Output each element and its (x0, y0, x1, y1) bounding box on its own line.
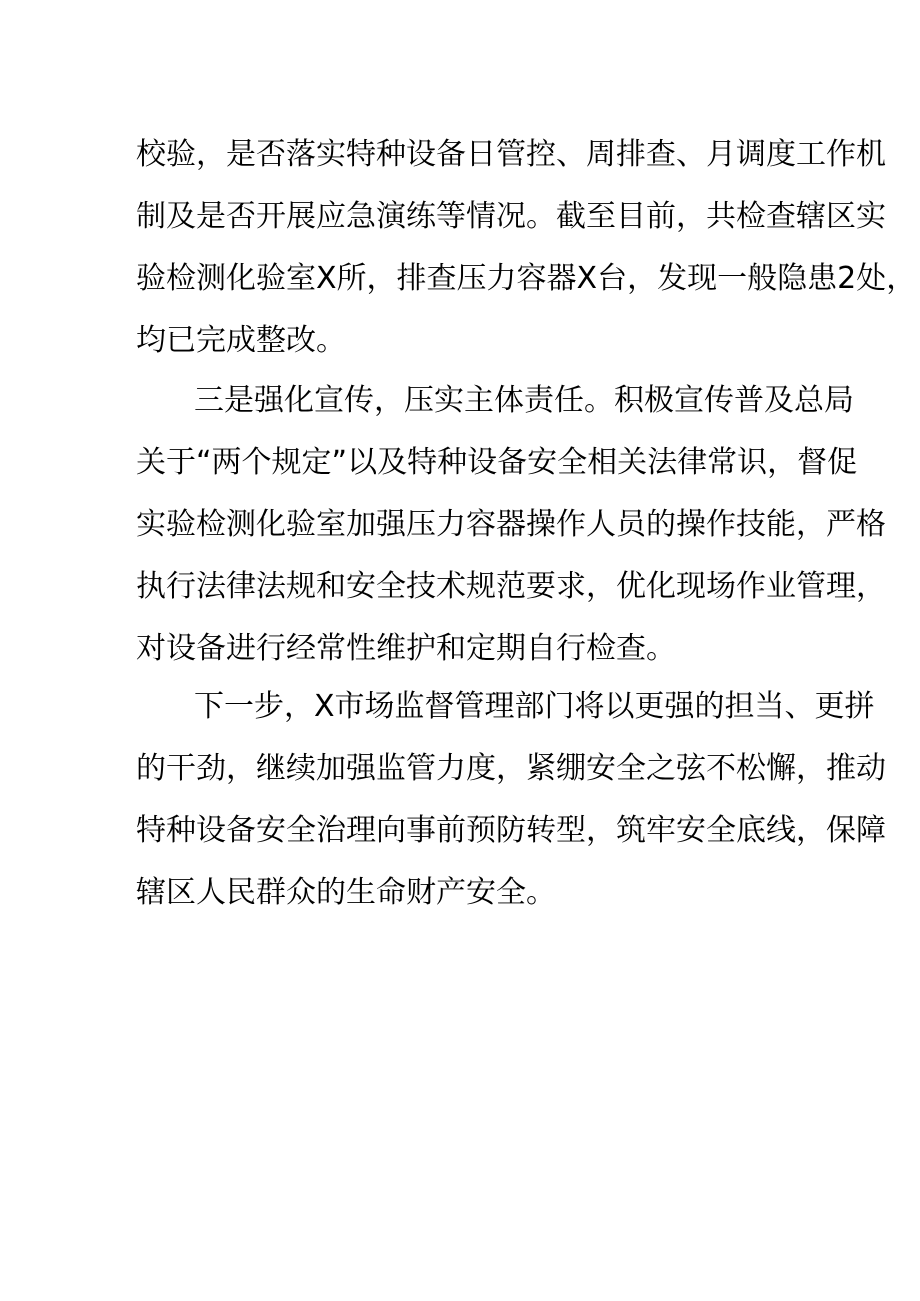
text-line: 下一步，X市场监督管理部门将以更强的担当、更拼 (194, 689, 875, 724)
paragraph-next-steps (136, 676, 886, 924)
text-line: 关于“两个规定”以及特种设备安全相关法律常识，督促 (136, 445, 858, 480)
text-line: 均已完成整改。 (136, 323, 346, 358)
text-line: 的干劲，继续加强监管力度，紧绷安全之弦不松懈，推动 (136, 751, 886, 786)
paragraph-publicity (136, 370, 886, 680)
text-line: 三是强化宣传，压实主体责任。积极宣传普及总局 (194, 383, 854, 418)
text-line: 实验检测化验室加强压力容器操作人员的操作技能，严格 (136, 507, 886, 542)
text-line: 验检测化验室X所，排查压力容器X台，发现一般隐患2处， (136, 261, 917, 296)
paragraph-inspection-results (136, 124, 917, 372)
text-line: 特种设备安全治理向事前预防转型，筑牢安全底线，保障 (136, 813, 886, 848)
text-line: 对设备进行经常性维护和定期自行检查。 (136, 631, 676, 666)
text-line: 制及是否开展应急演练等情况。截至目前，共检查辖区实 (136, 199, 886, 234)
text-line: 校验，是否落实特种设备日管控、周排查、月调度工作机 (136, 137, 886, 172)
text-line: 执行法律法规和安全技术规范要求，优化现场作业管理， (136, 569, 886, 604)
text-line: 辖区人民群众的生命财产安全。 (136, 875, 556, 910)
